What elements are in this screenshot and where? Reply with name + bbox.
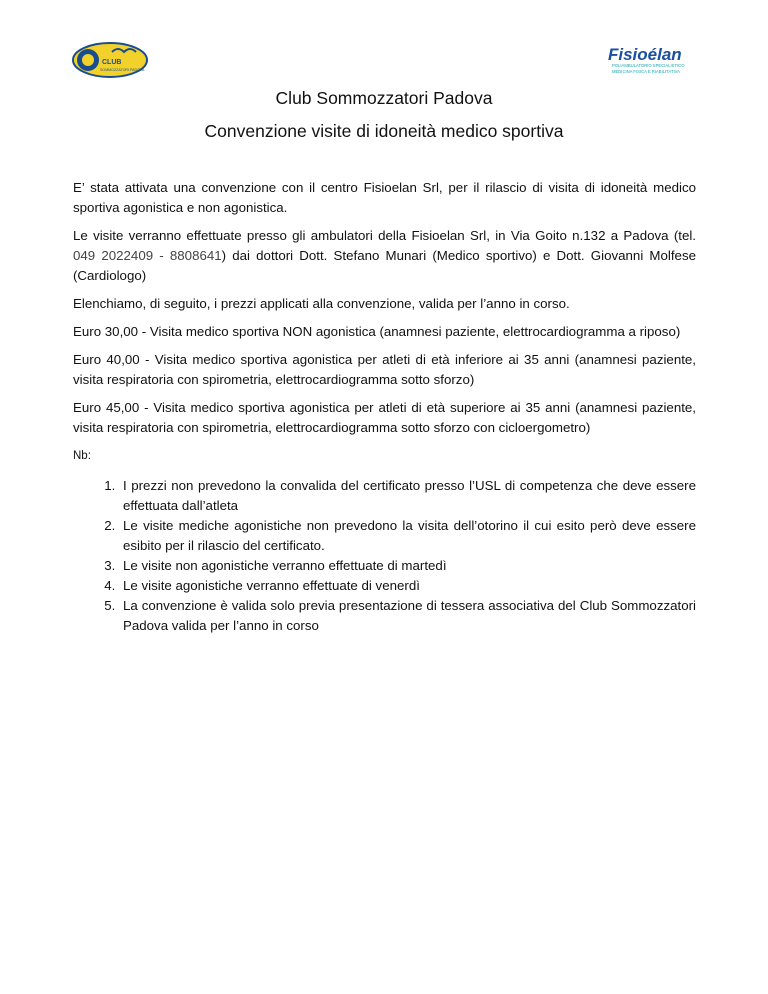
fisioelan-line1: POLIAMBULATORIO SPECIALISTICO [612,63,685,68]
logo-club-text: CLUB [102,59,122,66]
document-title: Club Sommozzatori Padova [275,88,493,108]
fisioelan-brand: Fisioélan [608,45,682,64]
fisioelan-logo [604,42,700,76]
price-item: Euro 30,00 - Visita medico sportiva NON agonistica (anamnesi paziente, elettrocardiogramma a riposo) [73,324,681,339]
document-subtitle: Convenzione visite di idoneità medico sportiva [204,121,564,141]
notes-list [73,476,696,636]
document-body [73,178,696,636]
note-item: 4. Le visite agonistiche verranno effettuate di venerdì [119,576,696,596]
intro-paragraph: E’ stata attivata una convenzione con il centro Fisioelan Srl, per il rilascio di visita di idoneità medico sportiva agonistica e non agonistica. [73,180,696,215]
price-item: Euro 45,00 - Visita medico sportiva agonistica per atleti di età superiore ai 35 anni (anamnesi paziente, visita respiratoria con spirometria, elettrocardiogramma sotto sforzo con cicloergometro) [73,400,696,435]
note-item: 2. Le visite mediche agonistiche non prevedono la visita dell’otorino il cui esito però deve essere esibito per il rilascio del certificato. [119,516,696,556]
price-item: Euro 40,00 - Visita medico sportiva agonistica per atleti di età inferiore ai 35 anni (anamnesi paziente, visita respiratoria con spirometria, elettrocardiogramma sotto sforzo) [73,352,696,387]
note-item: 1. I prezzi non prevedono la convalida del certificato presso l’USL di competenza che deve essere effettuata dall’atleta [119,476,696,516]
location-paragraph [73,226,696,286]
club-sommozzatori-logo [72,42,148,78]
location-text-after: ) dai dottori Dott. Stefano Munari (Medico sportivo) e Dott. Giovanni Molfese (Cardiologo) [73,248,696,283]
note-item: 3. Le visite non agonistiche verranno effettuate di martedì [119,556,696,576]
prices-intro: Elenchiamo, di seguito, i prezzi applicati alla convenzione, valida per l’anno in corso. [73,296,570,311]
fisioelan-line2: MEDICINA FISICA E RIABILITATIVA [612,69,680,74]
nb-label: Nb: [73,450,91,462]
logo-club-subtext: SOMMOZZATORI PADOVA [100,68,145,72]
location-text-before: Le visite verranno effettuate presso gli ambulatori della Fisioelan Srl, in Via Goito n.132 a Padova (tel. [73,228,696,243]
phone-number: 049 2022409 - 8808641 [73,248,222,263]
note-item: 5. La convenzione è valida solo previa presentazione di tessera associativa del Club Sommozzatori Padova valida per l’anno in corso [119,596,696,636]
